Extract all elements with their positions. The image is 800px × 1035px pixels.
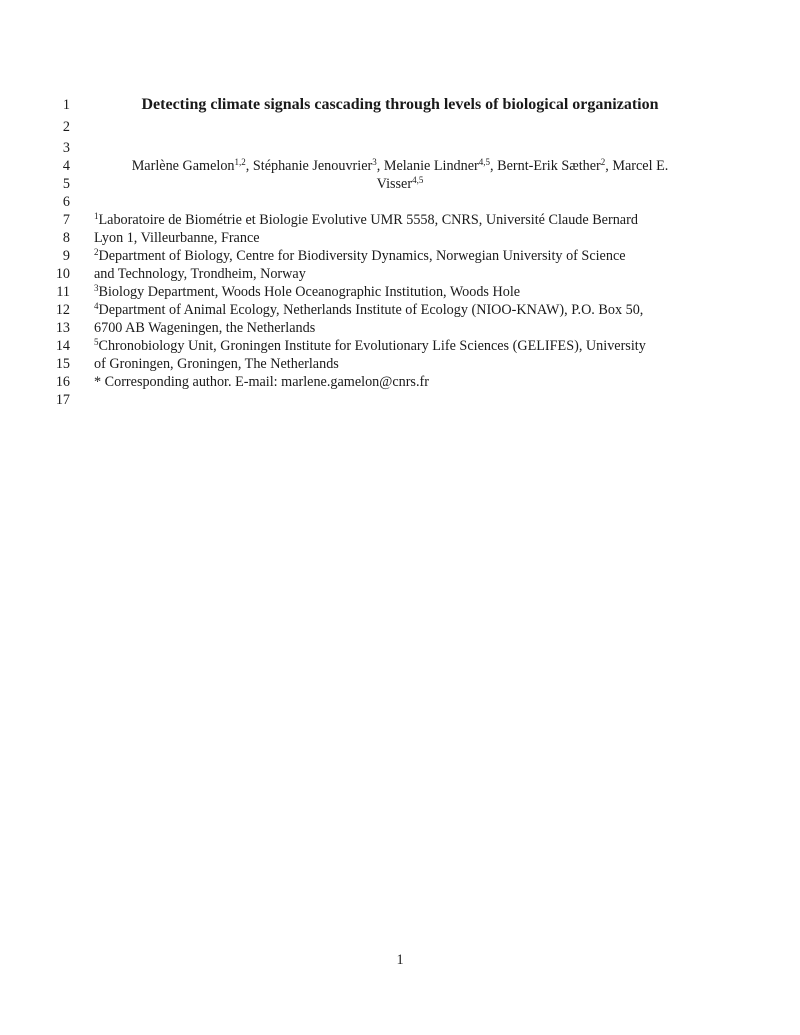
- manuscript-line-2: [0, 118, 800, 136]
- line-number: 4: [62, 158, 70, 174]
- manuscript-line-6: [0, 193, 800, 211]
- affiliation-text: Biology Department, Woods Hole Oceanographic Institution, Woods Hole: [98, 284, 521, 300]
- affiliation-marker: 4: [94, 301, 99, 311]
- manuscript-line-1: [0, 96, 800, 114]
- affiliation-4: [94, 301, 643, 319]
- line-number: 3: [62, 140, 70, 156]
- manuscript-line-15: [0, 355, 800, 373]
- manuscript-line-16: [0, 373, 800, 391]
- author-name: Visser: [376, 176, 413, 192]
- affiliation-1: [94, 211, 638, 229]
- affiliation-text: Department of Animal Ecology, Netherlands Institute of Ecology (NIOO-KNAW), P.O. Box 50,: [98, 302, 644, 318]
- affiliation-text: Lyon 1, Villeurbanne, France: [94, 230, 260, 246]
- author-list: [94, 157, 706, 175]
- author-name: Marcel E.: [612, 158, 669, 174]
- page-number: 1: [396, 952, 404, 968]
- author-name: Stéphanie Jenouvrier: [252, 158, 373, 174]
- author-list-continued: [94, 175, 706, 193]
- author-name: Bernt-Erik Sæther: [497, 158, 601, 174]
- affiliation-text: 6700 AB Wageningen, the Netherlands: [94, 320, 316, 336]
- author-affiliation-marker: 1,2: [234, 157, 246, 167]
- affiliation-text: Chronobiology Unit, Groningen Institute for Evolutionary Life Sciences (GELIFES), University: [98, 338, 646, 354]
- manuscript-line-9: [0, 247, 800, 265]
- line-number: 7: [62, 212, 70, 228]
- author-name: Melanie Lindner: [383, 158, 479, 174]
- manuscript-line-10: [0, 265, 800, 283]
- line-number: 10: [55, 266, 70, 282]
- author-name: Marlène Gamelon: [131, 158, 235, 174]
- affiliation-3: [94, 283, 520, 301]
- paper-title: Detecting climate signals cascading through levels of biological organization: [141, 96, 659, 113]
- affiliation-marker: 3: [94, 283, 99, 293]
- manuscript-line-3: [0, 139, 800, 157]
- line-number: 9: [62, 248, 70, 264]
- line-number: 2: [62, 119, 70, 135]
- author-affiliation-marker: 4,5: [412, 175, 424, 185]
- line-number: 16: [55, 374, 70, 390]
- author-separator: ,: [605, 158, 613, 174]
- affiliation-text: Laboratoire de Biométrie et Biologie Evolutive UMR 5558, CNRS, Université Claude Bernard: [98, 212, 638, 228]
- line-number: 17: [55, 392, 70, 408]
- author-separator: ,: [376, 158, 384, 174]
- affiliation-text: and Technology, Trondheim, Norway: [94, 266, 306, 282]
- affiliation-marker: 1: [94, 211, 99, 221]
- affiliation-5: [94, 337, 646, 355]
- author-separator: ,: [490, 158, 498, 174]
- manuscript-line-13: [0, 319, 800, 337]
- author-affiliation-marker: 4,5: [478, 157, 491, 167]
- line-number: 14: [55, 338, 70, 354]
- manuscript-line-8: [0, 229, 800, 247]
- manuscript-line-7: [0, 211, 800, 229]
- author-affiliation-marker: 2: [600, 157, 606, 167]
- manuscript-line-12: [0, 301, 800, 319]
- affiliation-marker: 2: [94, 247, 99, 257]
- line-number: 5: [62, 176, 70, 192]
- affiliation-2: [94, 247, 626, 265]
- manuscript-line-11: [0, 283, 800, 301]
- affiliation-text: Department of Biology, Centre for Biodiversity Dynamics, Norwegian University of Science: [98, 248, 626, 264]
- line-number: 11: [56, 284, 70, 300]
- line-number: 13: [55, 320, 70, 336]
- affiliation-text: of Groningen, Groningen, The Netherlands: [94, 356, 339, 372]
- line-number: 8: [62, 230, 70, 246]
- manuscript-line-4: [0, 157, 800, 175]
- author-separator: ,: [245, 158, 253, 174]
- line-number: 12: [55, 302, 70, 318]
- affiliation-marker: 5: [94, 337, 99, 347]
- line-number: 1: [62, 97, 70, 113]
- corresponding-author: * Corresponding author. E-mail: marlene.gamelon@cnrs.fr: [94, 374, 429, 390]
- manuscript-line-5: [0, 175, 800, 193]
- line-number: 6: [62, 194, 70, 210]
- manuscript-line-14: [0, 337, 800, 355]
- manuscript-line-17: [0, 391, 800, 409]
- author-affiliation-marker: 3: [372, 157, 377, 167]
- line-number: 15: [55, 356, 70, 372]
